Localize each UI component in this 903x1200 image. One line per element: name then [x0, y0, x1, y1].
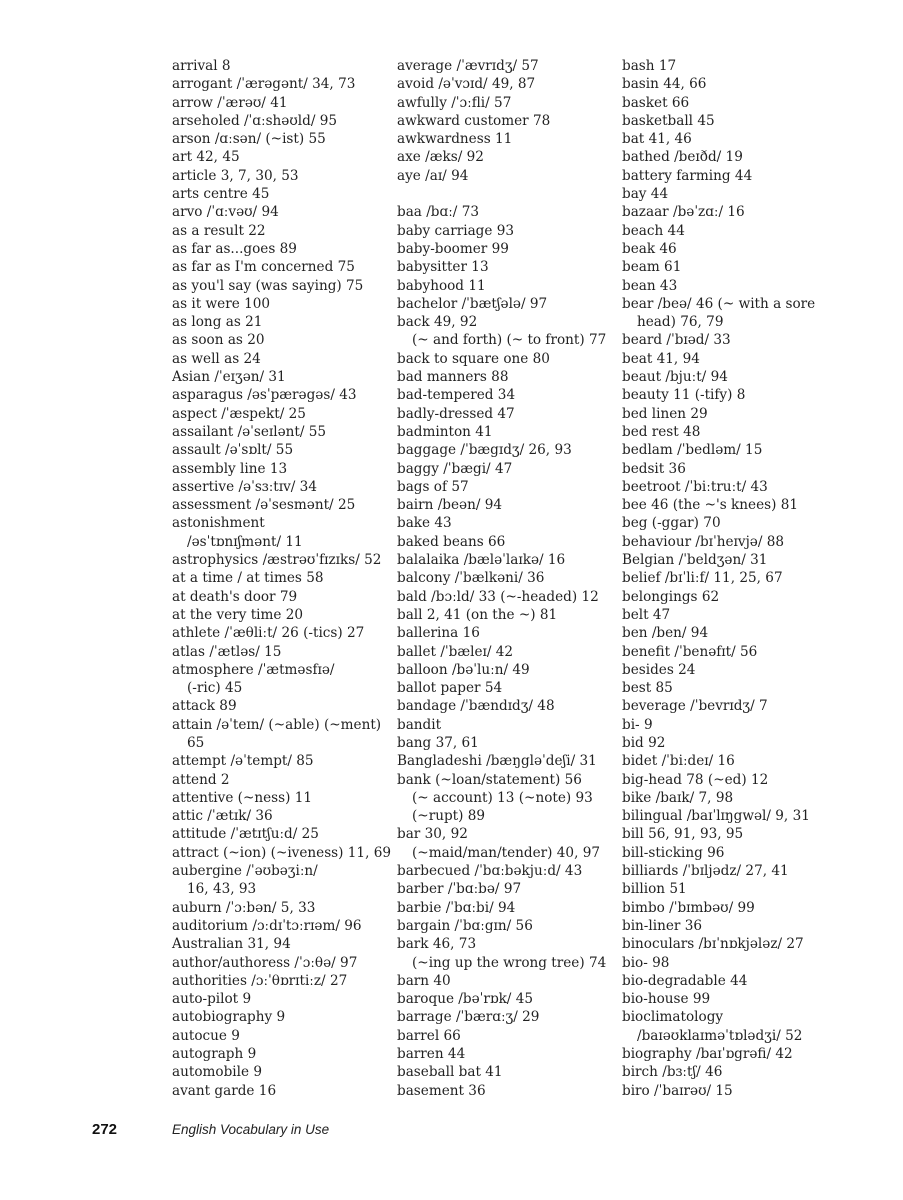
index-entry: basketball 45 — [622, 112, 715, 129]
index-entry: bimbo /ˈbɪmbəʊ/ 99 — [622, 899, 755, 916]
index-entry: best 85 — [622, 680, 673, 697]
index-entry: belt 47 — [622, 606, 671, 623]
index-entry: basket 66 — [622, 94, 690, 111]
index-entry: as long as 21 — [172, 314, 263, 331]
index-entry: Bangladeshi /bæŋgləˈdeʃi/ 31 — [397, 753, 597, 770]
index-entry: arrival 8 — [172, 58, 231, 74]
index-entry: bat 41, 46 — [622, 131, 692, 148]
index-entry: belief /bɪˈliːf/ 11, 25, 67 — [622, 570, 783, 587]
index-entry: baby carriage 93 — [397, 222, 515, 239]
index-entry: biro /ˈbaɪrəʊ/ 15 — [622, 1082, 733, 1099]
index-entry: author/authoress /ˈɔːθə/ 97 — [172, 954, 358, 971]
index-entry: beg (-ggar) 70 — [622, 515, 721, 532]
index-entry: at death's door 79 — [172, 588, 298, 605]
index-entry: athlete /ˈæθliːt/ 26 (-tics) 27 — [172, 625, 365, 642]
index-entry: bang 37, 61 — [397, 734, 479, 751]
index-entry: attract (~ion) (~iveness) 11, 69 — [172, 844, 392, 861]
index-entry: attempt /əˈtempt/ 85 — [172, 753, 314, 770]
index-entry: bilingual /baɪˈlɪŋgwəl/ 9, 31 — [622, 808, 810, 825]
index-entry: beetroot /ˈbiːtruːt/ 43 — [622, 478, 768, 495]
index-entry: autograph 9 — [172, 1046, 257, 1063]
page-number: 272 — [92, 1121, 118, 1138]
index-entry: assessment /əˈsesmənt/ 25 — [172, 497, 356, 514]
index-entry: awkwardness 11 — [397, 131, 513, 148]
index-entry: barren 44 — [397, 1046, 466, 1063]
index-entry: as you'l say (was saying) 75 — [172, 277, 364, 294]
index-entry: as far as I'm concerned 75 — [172, 259, 355, 276]
index-entry: bear /beə/ 46 (~ with a sore — [622, 295, 816, 312]
index-entry: average /ˈævrɪdʒ/ 57 — [397, 58, 539, 74]
index-entry: bags of 57 — [397, 478, 469, 495]
index-entry: attitude /ˈætɪtʃuːd/ 25 — [172, 826, 319, 843]
index-entry: biography /baɪˈɒgrəfi/ 42 — [622, 1046, 793, 1063]
index-entry: balalaika /bæləˈlaɪkə/ 16 — [397, 552, 566, 569]
index-entry: attentive (~ness) 11 — [172, 789, 313, 806]
index-entry: as it were 100 — [172, 295, 271, 312]
index-entry: auburn /ˈɔːbən/ 5, 33 — [172, 899, 316, 916]
index-entry: (~maid/man/tender) 40, 97 — [412, 844, 601, 861]
index-entry: billiards /ˈbɪljədz/ 27, 41 — [622, 863, 789, 880]
index-entry: bandit — [397, 716, 442, 733]
index-entry: baa /bɑː/ 73 — [397, 204, 479, 221]
index-entry: bed rest 48 — [622, 423, 701, 440]
index-entry: barbie /ˈbɑːbi/ 94 — [397, 899, 516, 916]
index-entry: article 3, 7, 30, 53 — [172, 167, 299, 184]
index-entry: attain /əˈteɪn/ (~able) (~ment) — [172, 716, 382, 733]
index-entry: autobiography 9 — [172, 1009, 286, 1026]
index-entry: badminton 41 — [397, 423, 493, 440]
index-entry: arseholed /ˈɑːshəʊld/ 95 — [172, 112, 338, 129]
index-entry: aubergine /ˈəʊbəʒiːn/ — [172, 863, 318, 880]
index-entry: assertive /əˈsɜːtɪv/ 34 — [172, 478, 317, 495]
index-entry: bill 56, 91, 93, 95 — [622, 826, 744, 843]
index-entry: atmosphere /ˈætməsfɪə/ — [172, 661, 335, 678]
index-entry: bio- 98 — [622, 954, 670, 971]
index-entry: (~ account) 13 (~note) 93 — [412, 789, 593, 806]
index-entry: big-head 78 (~ed) 12 — [622, 771, 769, 788]
index-entry: barbecued /ˈbɑːbəkjuːd/ 43 — [397, 863, 583, 880]
index-entry: ball 2, 41 (on the ~) 81 — [397, 606, 558, 623]
index-entry: basement 36 — [397, 1082, 486, 1099]
section-gap — [397, 185, 619, 203]
index-entry: besides 24 — [622, 661, 696, 678]
index-entry: barber /ˈbɑːbə/ 97 — [397, 881, 522, 898]
index-entry: bad-tempered 34 — [397, 387, 516, 404]
index-entry: barrel 66 — [397, 1027, 461, 1044]
index-entry: (~ing up the wrong tree) 74 — [412, 954, 607, 971]
index-entry: bandage /ˈbændɪdʒ/ 48 — [397, 698, 555, 715]
index-entry: ballerina 16 — [397, 625, 480, 642]
index-entry: behaviour /bɪˈheɪvjə/ 88 — [622, 533, 785, 550]
index-entry: (-ric) 45 — [187, 680, 243, 697]
index-entry: attic /ˈætɪk/ 36 — [172, 808, 273, 825]
index-entry: (~ and forth) (~ to front) 77 — [412, 332, 607, 349]
index-entry: aye /aɪ/ 94 — [397, 167, 469, 184]
index-entry: Belgian /ˈbeldʒən/ 31 — [622, 552, 768, 569]
index-entry: arson /ɑːsən/ (~ist) 55 — [172, 131, 326, 148]
index-entry: ben /ben/ 94 — [622, 625, 709, 642]
index-entry: bid 92 — [622, 734, 666, 751]
index-entry: assault /əˈsɒlt/ 55 — [172, 442, 294, 459]
index-entry: authorities /ɔːˈθɒrɪtiːz/ 27 — [172, 972, 348, 989]
index-entry: astrophysics /æstrəʊˈfɪzɪks/ 52 — [172, 552, 382, 569]
index-entry: bio-degradable 44 — [622, 972, 748, 989]
index-entry: benefit /ˈbenəfɪt/ 56 — [622, 643, 758, 660]
index-entry: arvo /ˈɑːvəʊ/ 94 — [172, 204, 279, 221]
index-entry: bairn /beən/ 94 — [397, 497, 503, 514]
index-entry: ballet /ˈbæleɪ/ 42 — [397, 643, 514, 660]
index-entry: axe /æks/ 92 — [397, 149, 484, 166]
index-entry: bank (~loan/statement) 56 — [397, 771, 582, 788]
index-entry: atlas /ˈætləs/ 15 — [172, 643, 282, 660]
index-entry: babysitter 13 — [397, 259, 489, 276]
index-column-2 — [397, 57, 619, 1100]
index-entry: awkward customer 78 — [397, 112, 551, 129]
index-entry: beak 46 — [622, 240, 677, 257]
index-entry: art 42, 45 — [172, 149, 240, 166]
index-column-3 — [622, 57, 862, 1100]
index-entry: attend 2 — [172, 771, 230, 788]
index-entry: bargain /ˈbɑːgɪn/ 56 — [397, 917, 533, 934]
index-entry: assembly line 13 — [172, 460, 288, 477]
index-entry: attack 89 — [172, 698, 237, 715]
index-entry: 16, 43, 93 — [187, 881, 257, 898]
index-entry: /baɪəʊklaɪməˈtɒlədʒi/ 52 — [637, 1027, 803, 1044]
index-entry: battery farming 44 — [622, 167, 753, 184]
index-entry: birch /bɜːtʃ/ 46 — [622, 1064, 723, 1081]
index-entry: baked beans 66 — [397, 533, 506, 550]
index-entry: bill-sticking 96 — [622, 844, 725, 861]
index-entry: assailant /əˈseɪlənt/ 55 — [172, 423, 327, 440]
index-entry: astonishment — [172, 515, 265, 532]
index-entry: bike /baɪk/ 7, 98 — [622, 789, 734, 806]
index-entry: bean 43 — [622, 277, 678, 294]
index-entry: billion 51 — [622, 881, 687, 898]
index-entry: beat 41, 94 — [622, 350, 700, 367]
index-entry: at a time / at times 58 — [172, 570, 324, 587]
index-entry: bar 30, 92 — [397, 826, 468, 843]
index-entry: barn 40 — [397, 972, 451, 989]
index-entry: asparagus /əsˈpærəgəs/ 43 — [172, 387, 357, 404]
index-entry: badly-dressed 47 — [397, 405, 515, 422]
index-entry: balloon /bəˈluːn/ 49 — [397, 661, 530, 678]
index-entry: automobile 9 — [172, 1064, 262, 1081]
index-entry: bald /bɔːld/ 33 (~-headed) 12 — [397, 588, 599, 605]
index-entry: bay 44 — [622, 186, 669, 203]
index-entry: baby-boomer 99 — [397, 240, 509, 257]
index-entry: baseball bat 41 — [397, 1064, 503, 1081]
index-entry: bad manners 88 — [397, 369, 509, 386]
index-entry: Asian /ˈeɪʒən/ 31 — [172, 369, 286, 386]
index-entry: arrogant /ˈærəgənt/ 34, 73 — [172, 76, 356, 93]
index-entry: as soon as 20 — [172, 332, 265, 349]
index-entry: bathed /beɪðd/ 19 — [622, 149, 743, 166]
index-entry: baggy /ˈbægi/ 47 — [397, 460, 513, 477]
index-entry: 65 — [187, 734, 205, 751]
index-entry: auto-pilot 9 — [172, 991, 252, 1008]
index-entry: avoid /əˈvɔɪd/ 49, 87 — [397, 76, 536, 93]
index-entry: Australian 31, 94 — [172, 936, 291, 953]
index-entry: bidet /ˈbiːdeɪ/ 16 — [622, 753, 735, 770]
index-entry: binoculars /bɪˈnɒkjələz/ 27 — [622, 936, 804, 953]
index-entry: belongings 62 — [622, 588, 720, 605]
index-column-1 — [172, 57, 394, 1100]
index-entry: aspect /ˈæspekt/ 25 — [172, 405, 306, 422]
index-entry: arts centre 45 — [172, 186, 270, 203]
index-entry: bachelor /ˈbætʃələ/ 97 — [397, 295, 548, 312]
index-entry: beach 44 — [622, 222, 685, 239]
index-entry: baggage /ˈbægɪdʒ/ 26, 93 — [397, 442, 572, 459]
index-entry: as a result 22 — [172, 222, 266, 239]
index-entry: as far as...goes 89 — [172, 240, 297, 257]
index-entry: auditorium /ɔːdɪˈtɔːrɪəm/ 96 — [172, 917, 362, 934]
index-entry: awfully /ˈɔːfli/ 57 — [397, 94, 512, 111]
index-entry: bazaar /bəˈzɑː/ 16 — [622, 204, 745, 221]
index-entry: bi- 9 — [622, 716, 653, 733]
index-entry: at the very time 20 — [172, 606, 304, 623]
index-entry: basin 44, 66 — [622, 76, 707, 93]
index-entry: ballot paper 54 — [397, 680, 503, 697]
index-entry: babyhood 11 — [397, 277, 486, 294]
index-entry: avant garde 16 — [172, 1082, 277, 1099]
index-entry: as well as 24 — [172, 350, 261, 367]
index-entry: beverage /ˈbevrɪdʒ/ 7 — [622, 698, 768, 715]
index-entry: bin-liner 36 — [622, 917, 703, 934]
index-entry: barrage /ˈbærɑːʒ/ 29 — [397, 1009, 540, 1026]
index-entry: bash 17 — [622, 58, 677, 74]
index-entry: bedsit 36 — [622, 460, 686, 477]
index-entry: back to square one 80 — [397, 350, 550, 367]
index-entry: autocue 9 — [172, 1027, 240, 1044]
index-entry: bedlam /ˈbedləm/ 15 — [622, 442, 763, 459]
index-entry: beard /ˈbɪəd/ 33 — [622, 332, 731, 349]
index-entry: bake 43 — [397, 515, 452, 532]
book-title: English Vocabulary in Use — [172, 1122, 330, 1137]
index-entry: bioclimatology — [622, 1009, 724, 1026]
index-entry: beam 61 — [622, 259, 682, 276]
index-entry: beaut /bjuːt/ 94 — [622, 369, 728, 386]
index-entry: arrow /ˈærəʊ/ 41 — [172, 94, 288, 111]
index-entry: beauty 11 (-tify) 8 — [622, 387, 746, 404]
index-entry: bio-house 99 — [622, 991, 711, 1008]
index-entry: baroque /bəˈrɒk/ 45 — [397, 991, 534, 1008]
index-entry: bee 46 (the ~'s knees) 81 — [622, 497, 799, 514]
index-entry: bark 46, 73 — [397, 936, 477, 953]
index-entry: /əsˈtɒnɪʃmənt/ 11 — [187, 533, 303, 550]
index-entry: back 49, 92 — [397, 314, 478, 331]
index-entry: head) 76, 79 — [637, 314, 724, 331]
index-entry: bed linen 29 — [622, 405, 708, 422]
index-entry: (~rupt) 89 — [412, 808, 486, 825]
index-entry: balcony /ˈbælkəni/ 36 — [397, 570, 545, 587]
